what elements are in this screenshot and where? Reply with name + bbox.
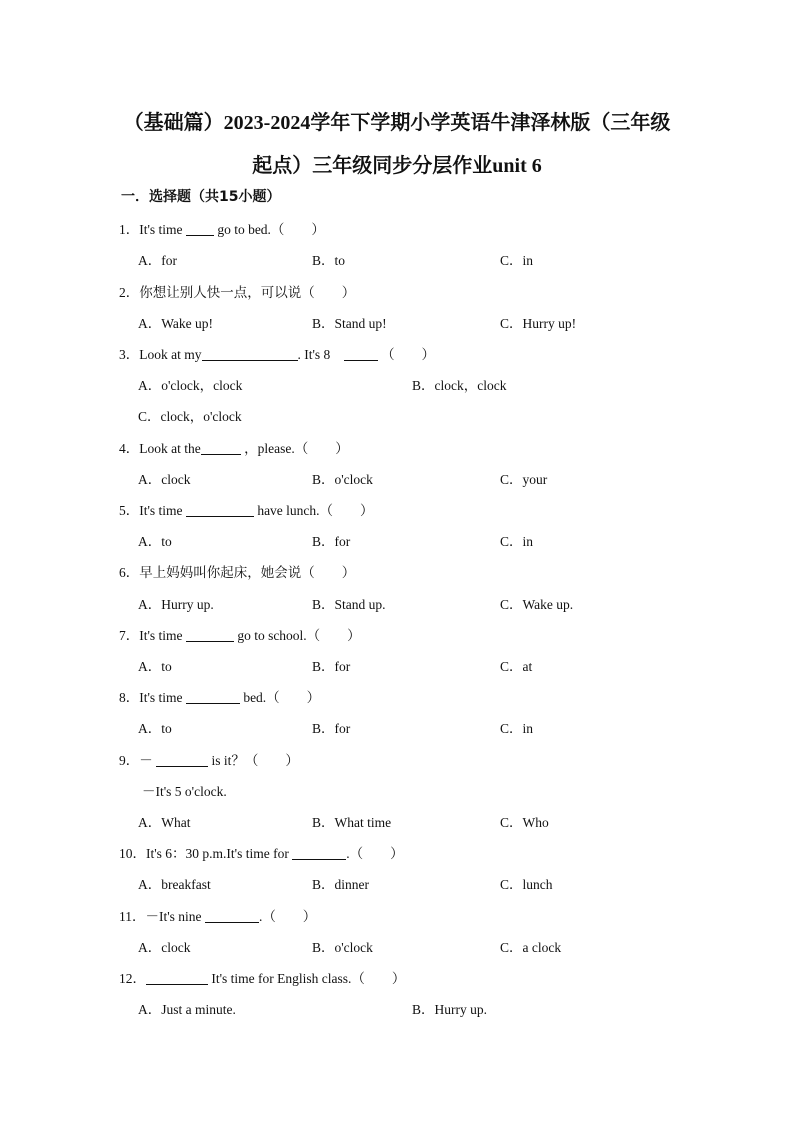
question-10: 10．It's 6：30 p.m.It's time for .（ ） <box>119 846 404 861</box>
option-b: B．dinner <box>312 877 369 892</box>
option-b: B．to <box>312 253 346 268</box>
option-c: C．in <box>500 721 534 736</box>
answer-blank <box>186 628 234 642</box>
option-a: A．breakfast <box>138 877 211 892</box>
option-c: C．Who <box>500 815 549 830</box>
option-b: B．Stand up! <box>312 316 387 331</box>
question-3: 3．Look at my . It's 8 （ ） <box>119 347 436 362</box>
option-b: B．for <box>312 534 351 549</box>
option-c: C．a clock <box>500 940 562 955</box>
option-b: B．What time <box>312 815 392 830</box>
option-c: C．lunch <box>500 877 553 892</box>
question-12: 12． It's time for English class.（ ） <box>119 971 406 986</box>
option-b: B．for <box>312 721 351 736</box>
option-a: A．Wake up! <box>138 316 214 331</box>
option-c: C．at <box>500 659 533 674</box>
answer-blank <box>292 846 346 860</box>
option-c: C．in <box>500 253 534 268</box>
section-heading: 一．选择题（共15小题） <box>121 189 281 205</box>
document-title-line-2: 起点）三年级同步分层作业unit 6 <box>252 155 542 177</box>
answer-blank <box>344 347 378 361</box>
answer-blank <box>186 503 254 517</box>
document-title-line-1: （基础篇）2023-2024学年下学期小学英语牛津泽林版（三年级 <box>123 112 671 134</box>
answer-blank <box>186 690 240 704</box>
option-b: B．for <box>312 659 351 674</box>
question-5: 5．It's time have lunch.（ ） <box>119 503 374 518</box>
answer-blank <box>205 909 259 923</box>
answer-blank <box>202 347 298 361</box>
option-b: B．Stand up. <box>312 597 386 612</box>
option-b: B．o'clock <box>312 472 373 487</box>
question-1: 1．It's time go to bed.（ ） <box>119 222 325 237</box>
question-9: 9．－ is it？（ ） <box>119 753 299 768</box>
answer-blank <box>146 971 208 985</box>
answer-blank <box>186 222 214 236</box>
option-a: A．What <box>138 815 191 830</box>
option-c: C．in <box>500 534 534 549</box>
option-a: A．Hurry up. <box>138 597 214 612</box>
option-a: A．to <box>138 659 172 674</box>
option-a: A．clock <box>138 940 191 955</box>
option-a: A．to <box>138 534 172 549</box>
option-a: A．clock <box>138 472 191 487</box>
question-4: 4．Look at the ，please.（ ） <box>119 441 349 456</box>
answer-blank <box>156 753 208 767</box>
option-a: A．o'clock，clock <box>138 378 243 393</box>
question-2: 2．你想让别人快一点，可以说（ ） <box>119 285 356 300</box>
option-b: B．clock，clock <box>412 378 507 393</box>
question-7: 7．It's time go to school.（ ） <box>119 628 361 643</box>
question-8: 8．It's time bed.（ ） <box>119 690 321 705</box>
option-a: A．for <box>138 253 177 268</box>
option-c: C．Hurry up! <box>500 316 577 331</box>
answer-blank <box>201 441 241 455</box>
option-c: C．clock，o'clock <box>138 409 242 424</box>
option-a: A．Just a minute. <box>138 1002 236 1017</box>
question-6: 6．早上妈妈叫你起床，她会说（ ） <box>119 565 356 580</box>
option-c: C．your <box>500 472 548 487</box>
question-11: 11．－It's nine .（ ） <box>119 909 317 924</box>
option-b: B．Hurry up. <box>412 1002 487 1017</box>
option-a: A．to <box>138 721 172 736</box>
question-9-reply: －It's 5 o'clock. <box>142 784 227 799</box>
option-c: C．Wake up. <box>500 597 574 612</box>
option-b: B．o'clock <box>312 940 373 955</box>
